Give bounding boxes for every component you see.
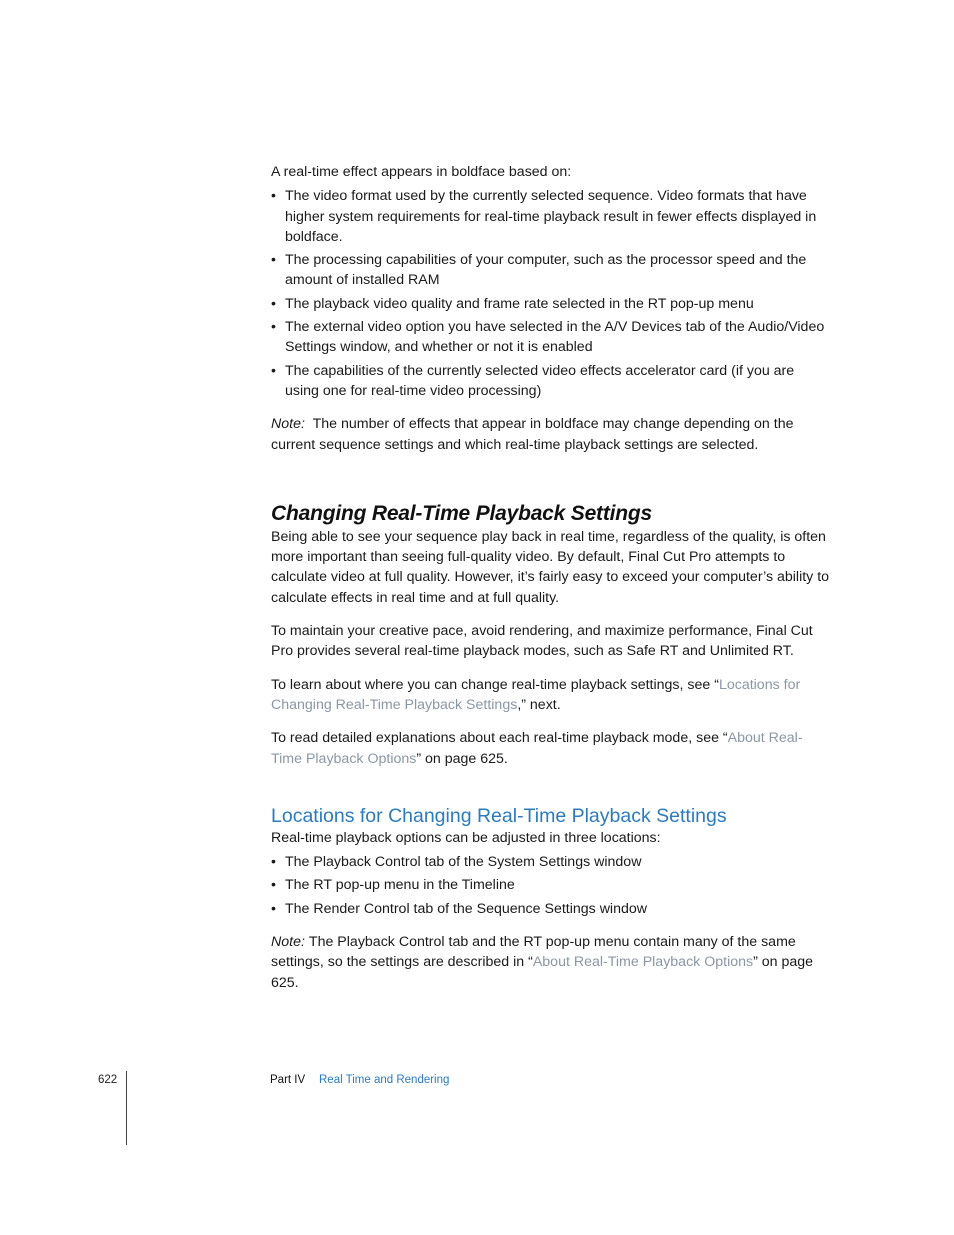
note-label: Note: [271,416,305,433]
section-paragraph-with-link [271,675,831,716]
paragraph-text: ” on page 625. [416,750,508,767]
section-paragraph: To maintain your creative pace, avoid rendering, and maximize performance, Final Cut Pro provides several real-time playback modes, such as Safe RT and Unlimited RT. [271,623,813,660]
note-text: ” on page 625. [271,954,814,991]
section-paragraph-with-link [271,728,831,769]
page-number: 622 [98,1074,118,1086]
subsection-heading: Locations for Changing Real-Time Playback Settings [271,804,727,827]
list-item: • The capabilities of the currently selected video effects accelerator card (if you are using one for real-time video processing) [271,361,831,402]
list-item: • The playback video quality and frame rate selected in the RT pop-up menu [271,294,831,314]
footer-chapter-title: Real Time and Rendering [319,1074,450,1086]
footer-part-label: Part IV [270,1074,306,1086]
list-item: • The RT pop-up menu in the Timeline [271,875,831,895]
note-text: The number of effects that appear in boldface may change depending on the current sequence settings and which real-time playback settings are selected. [271,416,794,453]
section-paragraph: Being able to see your sequence play back in real time, regardless of the quality, is often more important than seeing full-quality video. By default, Final Cut Pro attempts to calculate video at full quality. However, it’s fairly easy to exceed your computer’s ability to calculate effects in real time and at full quality. [271,528,830,606]
intro-bullet-list [271,186,831,401]
list-item: • The Render Control tab of the Sequence Settings window [271,899,831,919]
page-content [271,162,831,993]
locations-bullet-list [271,852,831,919]
paragraph-text: ,” next. [517,696,561,713]
intro-lead: A real-time effect appears in boldface based on: [271,164,572,180]
note-text: The Playback Control tab and the RT pop-up menu contain many of the same settings, so the settings are described in “ [271,934,796,971]
list-item: • The external video option you have selected in the A/V Devices tab of the Audio/Video Settings window, and whether or not it is enabled [271,317,831,358]
list-item: • The Playback Control tab of the System Settings window [271,852,831,872]
paragraph-text: To learn about where you can change real-time playback settings, see “ [271,676,719,693]
footer-divider [126,1071,127,1145]
intro-note [271,414,831,455]
cross-reference-link[interactable]: About Real-Time Playback Options [532,954,754,971]
cross-reference-link[interactable]: Locations for Changing Real-Time Playback Settings [271,676,801,713]
subsection-lead: Real-time playback options can be adjusted in three locations: [271,829,661,846]
list-item: • The processing capabilities of your computer, such as the processor speed and the amount of installed RAM [271,250,831,291]
section-heading: Changing Real-Time Playback Settings [271,501,653,525]
paragraph-text: To read detailed explanations about each real-time playback mode, see “ [271,730,728,747]
cross-reference-link[interactable]: About Real-Time Playback Options [271,730,803,767]
subsection-note [271,932,831,993]
list-item: • The video format used by the currently selected sequence. Video formats that have higher system requirements for real-time playback result in fewer effects displayed in boldface. [271,186,831,247]
note-label: Note: [271,934,305,951]
